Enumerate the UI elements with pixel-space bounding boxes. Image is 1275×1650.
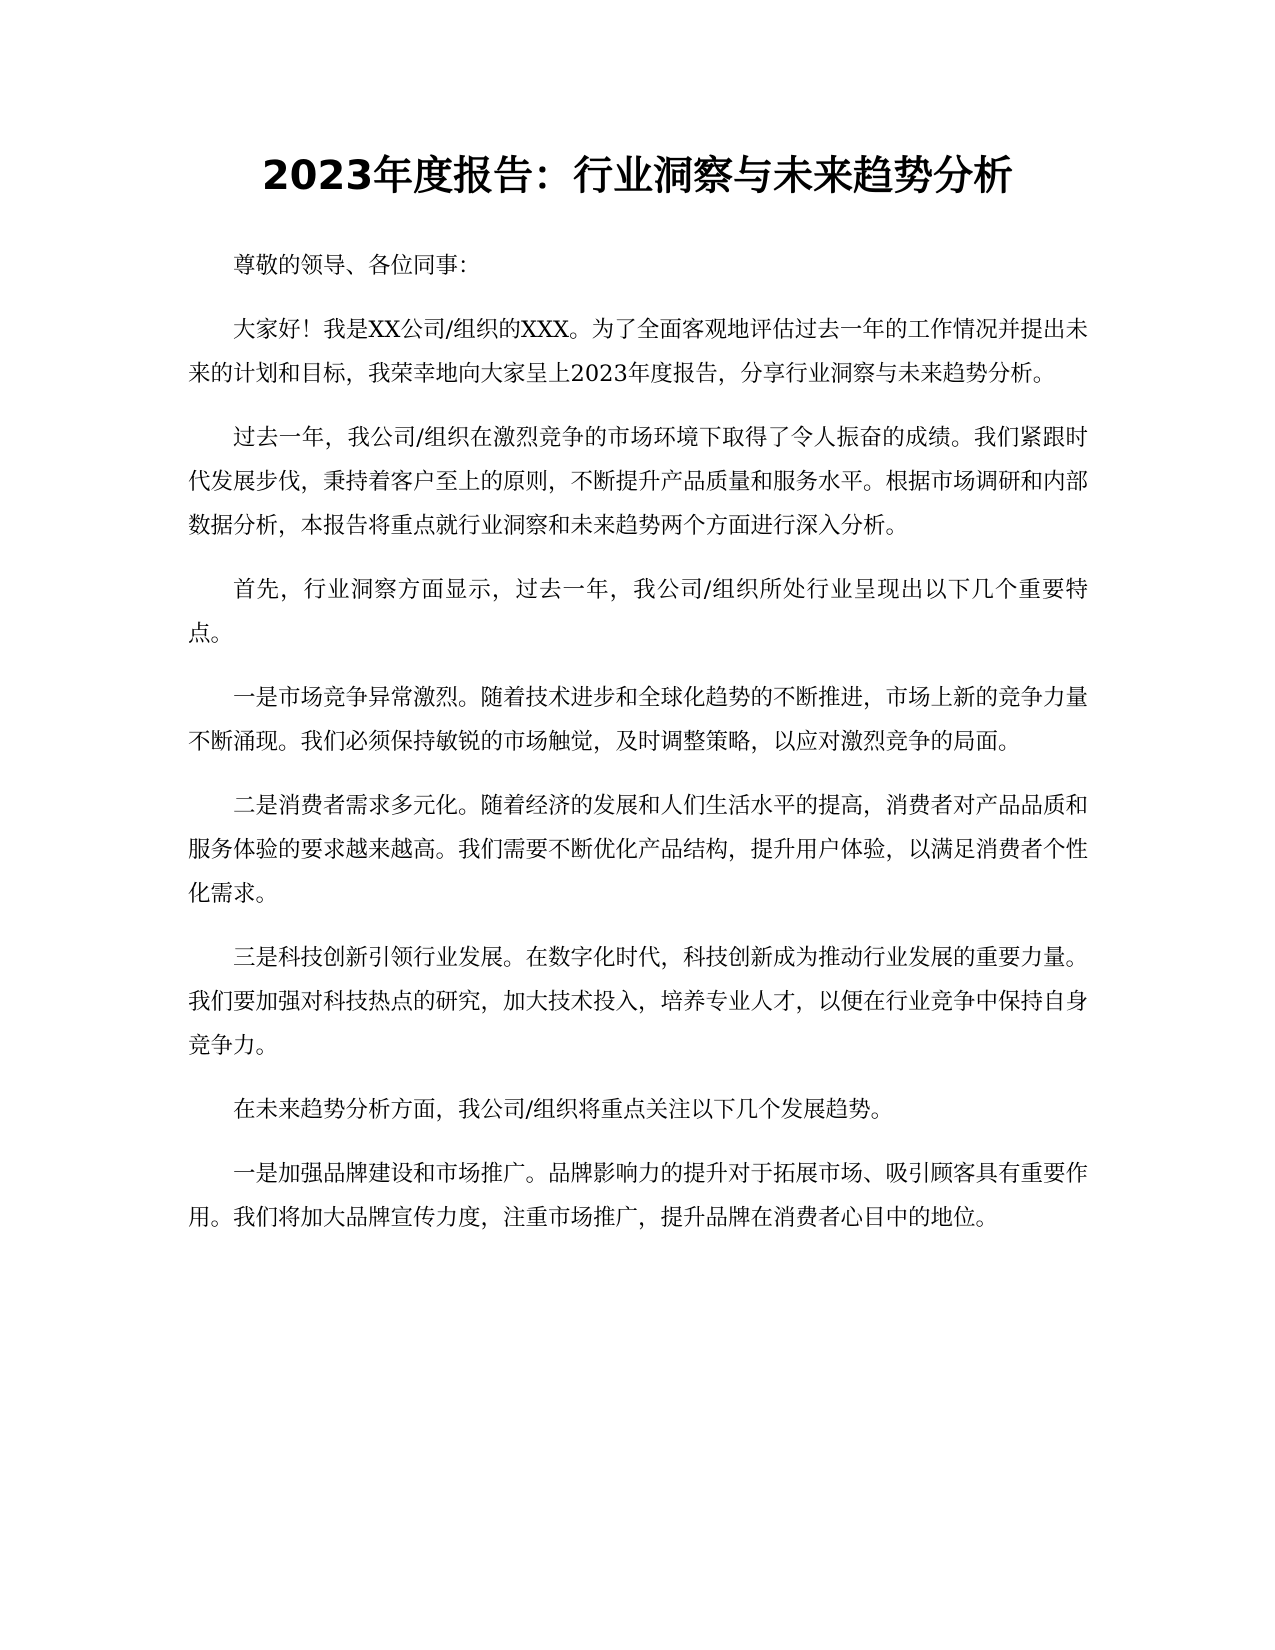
trend-point-1-paragraph: 一是加强品牌建设和市场推广。品牌影响力的提升对于拓展市场、吸引顾客具有重要作用。我们将加大品牌宣传力度，注重市场推广，提升品牌在消费者心目中的地位。 xyxy=(188,1161,1089,1231)
future-trends-paragraph: 在未来趋势分析方面，我公司/组织将重点关注以下几个发展趋势。 xyxy=(233,1097,894,1123)
salutation-paragraph: 尊敬的领导、各位同事： xyxy=(233,253,481,279)
document-title: 2023年度报告：行业洞察与未来趋势分析 xyxy=(261,153,1014,199)
industry-insight-paragraph: 首先，行业洞察方面显示，过去一年，我公司/组织所处行业呈现出以下几个重要特点。 xyxy=(188,577,1088,647)
insight-point-2-paragraph: 二是消费者需求多元化。随着经济的发展和人们生活水平的提高，消费者对产品品质和服务体验的要求越来越高。我们需要不断优化产品结构，提升用户体验，以满足消费者个性化需求。 xyxy=(188,793,1089,907)
intro-paragraph: 大家好！我是XX公司/组织的XXX。为了全面客观地评估过去一年的工作情况并提出未来的计划和目标，我荣幸地向大家呈上2023年度报告，分享行业洞察与未来趋势分析。 xyxy=(188,317,1088,387)
document-body xyxy=(188,244,1088,1260)
review-paragraph: 过去一年，我公司/组织在激烈竞争的市场环境下取得了令人振奋的成绩。我们紧跟时代发展步伐，秉持着客户至上的原则，不断提升产品质量和服务水平。根据市场调研和内部数据分析，本报告将重点就行业洞察和未来趋势两个方面进行深入分析。 xyxy=(188,425,1089,539)
insight-point-1-paragraph: 一是市场竞争异常激烈。随着技术进步和全球化趋势的不断推进，市场上新的竞争力量不断涌现。我们必须保持敏锐的市场触觉，及时调整策略，以应对激烈竞争的局面。 xyxy=(188,685,1089,755)
insight-point-3-paragraph: 三是科技创新引领行业发展。在数字化时代，科技创新成为推动行业发展的重要力量。我们要加强对科技热点的研究，加大技术投入，培养专业人才，以便在行业竞争中保持自身竞争力。 xyxy=(188,945,1089,1059)
